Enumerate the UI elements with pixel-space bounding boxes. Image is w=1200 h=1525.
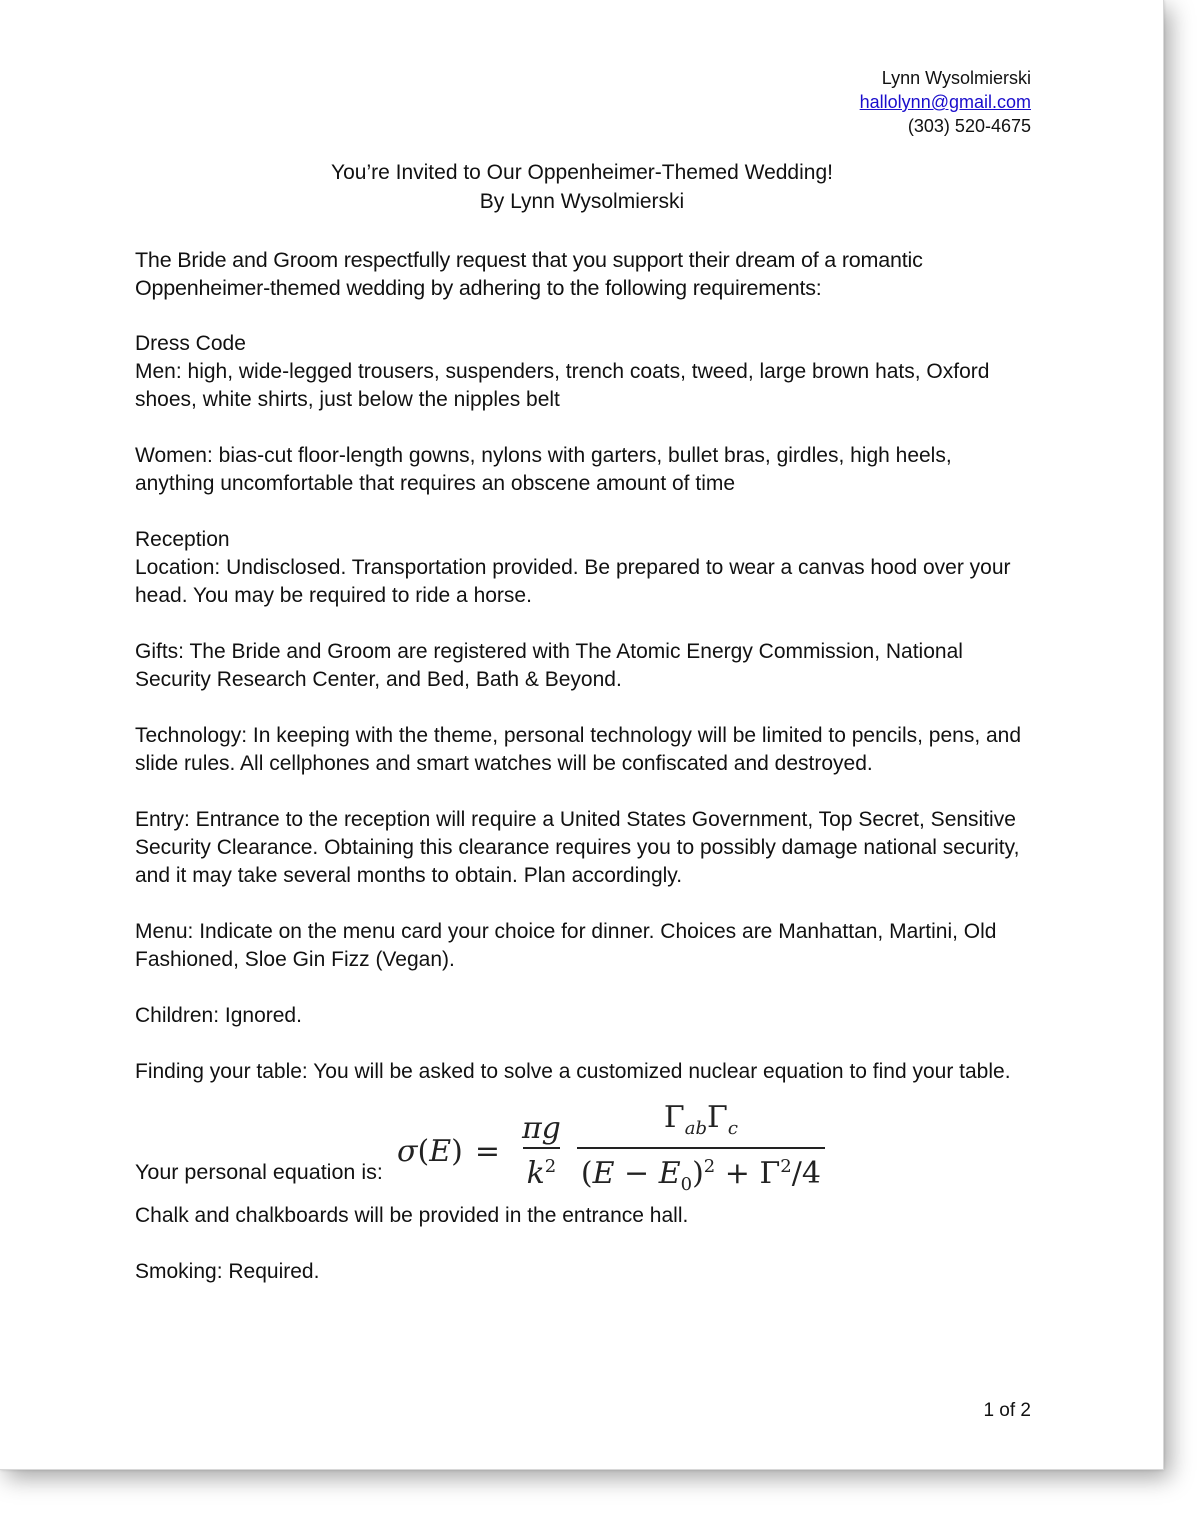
dress-code-women: Women: bias-cut floor-length gowns, nylons with garters, bullet bras, girdles, high heels, anything uncomfortable that requires an obscene amount of time [135, 444, 952, 495]
page-number: 1 of 2 [983, 1400, 1031, 1421]
equation-label: Your personal equation is: [135, 1160, 383, 1184]
reception-smoking: Smoking: Required. [135, 1260, 320, 1283]
document-body [135, 246, 1035, 1286]
title-block [0, 158, 1164, 216]
intro-paragraph: The Bride and Groom respectfully request that you support their dream of a romantic Oppenheimer-themed wedding by adhering to the following requirements: [135, 248, 923, 300]
dress-code-heading: Dress Code [135, 332, 246, 355]
email-link[interactable]: hallolynn@gmail.com [859, 92, 1031, 112]
reception-technology: Technology: In keeping with the theme, personal technology will be limited to pencils, pens, and slide rules. All cellphones and smart watches will be confiscated and destroyed. [135, 724, 1022, 775]
breit-wigner-equation: σ(E) = $\frac{\pi g}{k^2}$ $\frac{\Gamma_{ab}\Gamma_c}{(E - E_0)^2 + \Gamma^2/4}$ [397, 1100, 831, 1203]
reception-entry: Entry: Entrance to the reception will require a United States Government, Top Secret, Sensitive Security Clearance. Obtaining this clearance requires you to possibly damage national security, and it may take several months to obtain. Plan accordingly. [135, 808, 1020, 887]
reception-finding-table: Finding your table: You will be asked to solve a customized nuclear equation to find your table. [135, 1060, 1011, 1083]
reception-location: Location: Undisclosed. Transportation provided. Be prepared to wear a canvas hood over your head. You may be required to ride a horse. [135, 556, 1011, 607]
reception-menu: Menu: Indicate on the menu card your choice for dinner. Choices are Manhattan, Martini, Old Fashioned, Sloe Gin Fizz (Vegan). [135, 920, 997, 971]
reception-chalk: Chalk and chalkboards will be provided in the entrance hall. [135, 1204, 689, 1227]
author-name: Lynn Wysolmierski [881, 68, 1031, 88]
dress-code-men: Men: high, wide-legged trousers, suspenders, trench coats, tweed, large brown hats, Oxford shoes, white shirts, just below the nipples belt [135, 360, 990, 411]
byline: By Lynn Wysolmierski [479, 190, 685, 213]
reception-gifts: Gifts: The Bride and Groom are registered with The Atomic Energy Commission, National Security Research Center, and Bed, Bath & Beyond. [135, 640, 963, 691]
reception-children: Children: Ignored. [135, 1004, 302, 1027]
phone-number: (303) 520-4675 [907, 116, 1031, 136]
equation-row [135, 1086, 1035, 1195]
page-title: You’re Invited to Our Oppenheimer-Themed Wedding! [331, 161, 833, 184]
reception-heading: Reception [135, 528, 230, 551]
contact-block [860, 66, 1031, 138]
